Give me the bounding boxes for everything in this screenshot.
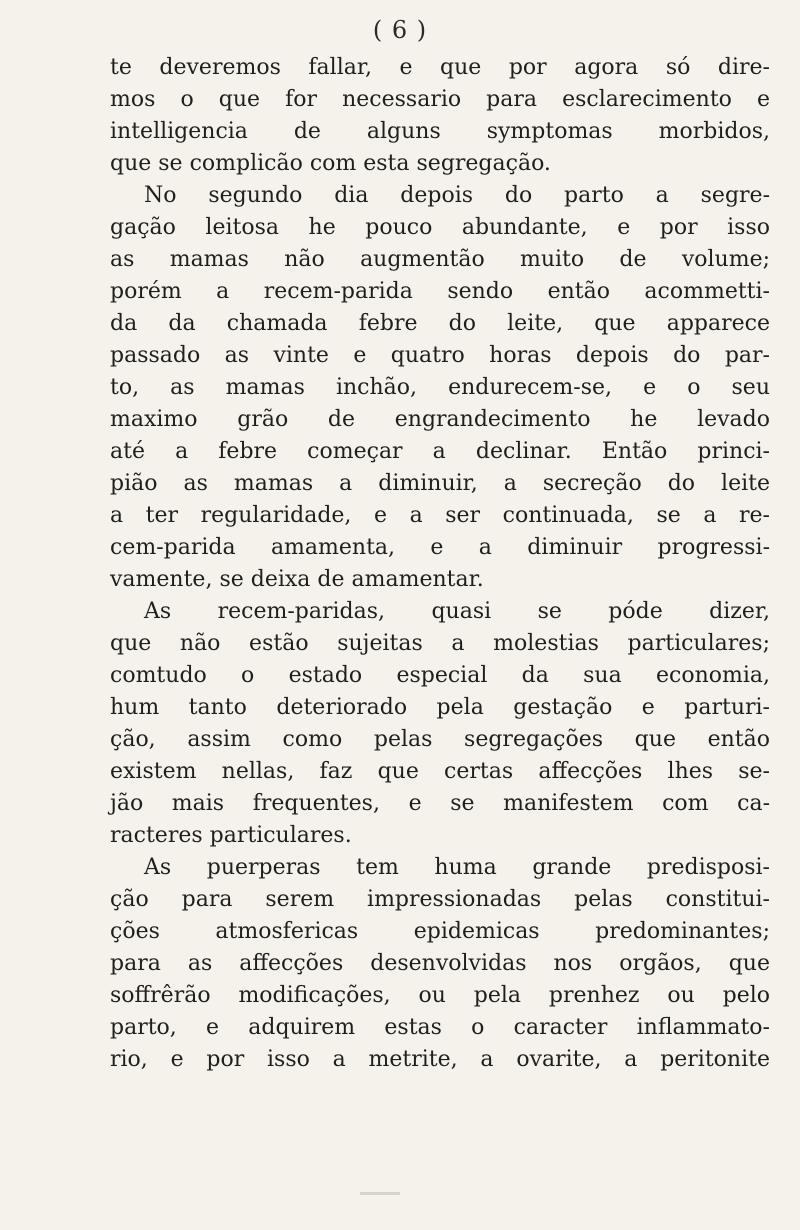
text-line: passado as vinte e quatro horas depois do par-	[110, 343, 770, 368]
text-line: mos o que for necessario para esclarecimento e	[110, 87, 770, 112]
text-line: gação leitosa he pouco abundante, e por isso	[110, 215, 770, 240]
text-line: ção, assim como pelas segregações que então	[110, 727, 770, 752]
text-line: intelligencia de alguns symptomas morbidos,	[110, 119, 770, 144]
text-line: ção para serem impressionadas pelas constitui-	[110, 887, 770, 912]
text-line: as mamas não augmentão muito de volume;	[110, 247, 770, 272]
text-line: soffrêrão modificações, ou pela prenhez ou pelo	[110, 983, 770, 1008]
text-line: porém a recem-parida sendo então acommetti-	[110, 279, 770, 304]
text-line: a ter regularidade, e a ser continuada, se a re-	[110, 503, 770, 528]
text-line: da da chamada febre do leite, que apparece	[110, 311, 770, 336]
text-line: parto, e adquirem estas o caracter inflammato-	[110, 1015, 770, 1040]
text-line: existem nellas, faz que certas affecções lhes se-	[110, 759, 770, 784]
text-line: As recem-paridas, quasi se póde dizer,	[144, 599, 770, 624]
text-line: comtudo o estado especial da sua economia,	[110, 663, 770, 688]
text-line: até a febre começar a declinar. Então princi-	[110, 439, 770, 464]
text-line: to, as mamas inchão, endurecem-se, e o seu	[110, 375, 770, 400]
text-line: pião as mamas a diminuir, a secreção do leite	[110, 471, 770, 496]
page-number: ( 6 )	[372, 16, 428, 44]
text-line: hum tanto deteriorado pela gestação e parturi-	[110, 695, 770, 720]
text-line: maximo grão de engrandecimento he levado	[110, 407, 770, 432]
text-line: No segundo dia depois do parto a segre-	[144, 183, 770, 208]
text-line: te deveremos fallar, e que por agora só dire-	[110, 55, 770, 80]
text-line: As puerperas tem huma grande predisposi-	[144, 855, 770, 880]
text-line: ções atmosfericas epidemicas predominantes;	[110, 919, 770, 944]
text-line: racteres particulares.	[110, 823, 352, 848]
body-text	[110, 52, 770, 1076]
text-line: que se complicão com esta segregação.	[110, 151, 551, 176]
text-line: que não estão sujeitas a molestias particulares;	[110, 631, 770, 656]
text-line: para as affecções desenvolvidas nos orgãos, que	[110, 951, 770, 976]
text-line: jão mais frequentes, e se manifestem com ca-	[110, 791, 770, 816]
text-line: vamente, se deixa de amamentar.	[110, 567, 484, 592]
text-line: rio, e por isso a metrite, a ovarite, a peritonite	[110, 1047, 770, 1072]
text-line: cem-parida amamenta, e a diminuir progressi-	[110, 535, 770, 560]
print-smudge	[360, 1192, 400, 1195]
